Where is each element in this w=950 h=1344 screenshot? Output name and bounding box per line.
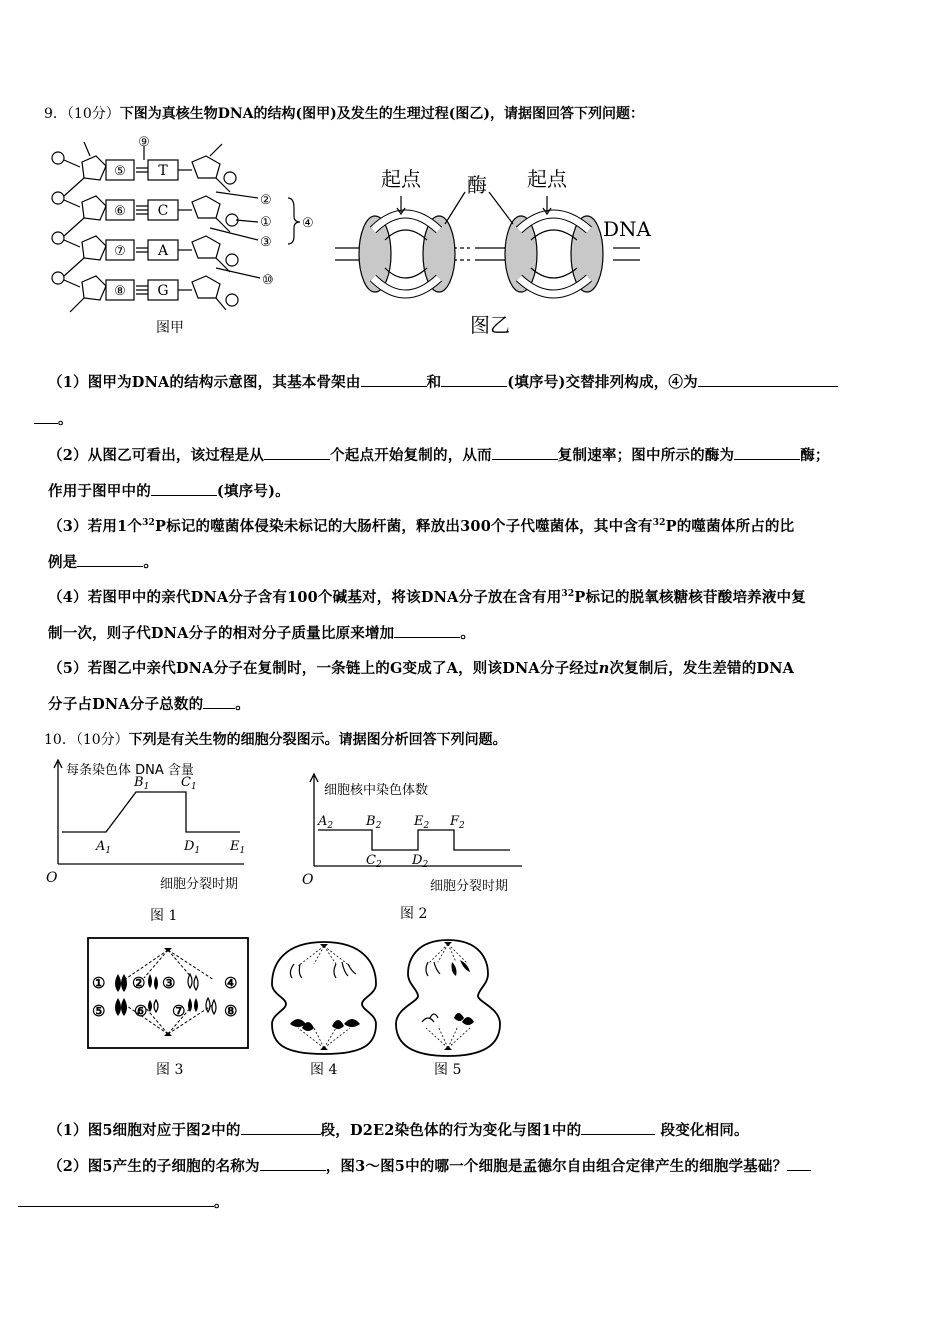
q9-part3: （3）若用1个$^{32}$P标记的噬菌体侵染未标记的大肠杆菌，释放出300个子代噬菌体，其中含有$^{32}$P的噬菌体所占的比: [48, 518, 795, 535]
fig2-a2: $A_2$: [318, 814, 334, 831]
answer-blank[interactable]: [734, 445, 800, 460]
fig3-num-4: ④: [224, 974, 238, 992]
base-g: G: [157, 283, 169, 299]
q9-score: （10分）: [66, 106, 120, 122]
answer-blank[interactable]: [361, 372, 427, 387]
num-6: ⑥: [114, 204, 126, 219]
fig1-e1: $E_1$: [230, 839, 246, 856]
enzyme-label: 酶: [467, 173, 487, 197]
fig2-f2: $F_2$: [450, 814, 465, 831]
answer-blank[interactable]: [698, 372, 838, 387]
origin-left: 起点: [381, 167, 421, 191]
q9-part1: （1）图甲为DNA的结构示意图，其基本骨架由 和 (填序号)交替排列构成，④为: [48, 371, 908, 392]
num-4: ④: [302, 216, 314, 231]
fig1-ylabel: 每条染色体 DNA 含量: [66, 763, 194, 778]
q9-number: 9．: [44, 106, 67, 122]
num-7: ⑦: [114, 244, 126, 259]
fig3-num-7: ⑦: [172, 1002, 186, 1020]
num-1: ①: [260, 215, 272, 230]
fig4-caption: 图 4: [310, 1062, 338, 1078]
fig3-num-6: ⑥: [134, 1002, 148, 1020]
answer-blank[interactable]: [203, 694, 235, 709]
figure-jia: [40, 132, 330, 342]
fig3-num-8: ⑧: [224, 1002, 238, 1020]
fig3-num-5: ⑤: [92, 1002, 106, 1020]
figure-5: [388, 934, 508, 1080]
fig1-origin: O: [46, 870, 58, 886]
origin-right: 起点: [527, 167, 567, 191]
q9-part1-cont: 。: [34, 408, 894, 429]
fig2-origin: O: [302, 872, 314, 888]
fig1-d1: $D_1$: [184, 839, 201, 856]
fig1-a1: $A_1$: [96, 839, 112, 856]
fig2-c2: $C_2$: [366, 853, 382, 870]
fig2-caption: 图 2: [400, 906, 428, 922]
answer-blank[interactable]: [787, 1156, 811, 1171]
fig2-b2: $B_2$: [366, 814, 382, 831]
q9-part3-cont: 例是 。: [48, 554, 159, 571]
fig2-points: [317, 814, 465, 870]
num-9: ⑨: [138, 135, 150, 150]
base-t: T: [158, 163, 168, 179]
fig1-caption: 图 1: [150, 908, 178, 924]
figure-yi: [335, 160, 665, 345]
fig3-num-1: ①: [92, 974, 106, 992]
answer-blank[interactable]: [34, 409, 58, 424]
base-a: A: [157, 243, 169, 259]
answer-blank[interactable]: [581, 1120, 655, 1135]
figure-1: [44, 756, 259, 926]
fig-yi-caption: 图乙: [470, 313, 510, 337]
fig5-caption: 图 5: [434, 1062, 462, 1078]
figure-4: [264, 934, 384, 1080]
q10-part2: （2）图5产生的子细胞的名称为 ，图3～图5中的哪一个细胞是孟德尔自由组合定律产生的细胞学基础？: [48, 1155, 908, 1176]
q9-part2: （2）从图乙可看出，该过程是从 个起点开始复制的，从而 复制速率；图中所示的酶为 酶；: [48, 447, 830, 464]
base-c: C: [157, 203, 169, 219]
q9-part4-cont: 制一次，则子代DNA分子的相对分子质量比原来增加 。: [48, 625, 476, 642]
fig1-points: [95, 775, 245, 856]
answer-blank[interactable]: [492, 445, 558, 460]
answer-blank[interactable]: [441, 372, 507, 387]
figure-2: [300, 772, 530, 927]
num-5: ⑤: [114, 164, 126, 179]
q9-part4: （4）若图甲中的亲代DNA分子含有100个碱基对，将该DNA分子放在含有用$^{32}$P标记的脱氧核糖核苷酸培养液中复: [48, 589, 806, 606]
q9-part2-cont: 作用于图甲中的 (填序号)。: [48, 483, 290, 500]
answer-blank[interactable]: [264, 445, 330, 460]
fig3-caption: 图 3: [156, 1062, 184, 1078]
q9-part5: （5）若图乙中亲代DNA分子在复制时，一条链上的G变成了A，则该DNA分子经过n次复制后，发生差错的DNA: [48, 660, 795, 677]
q9-stem: 下图为真核生物DNA的结构(图甲)及发生的生理过程(图乙)，请据图回答下列问题：: [119, 106, 645, 122]
q10-number: 10．: [44, 732, 76, 748]
q10-header: [44, 729, 507, 749]
q9-header: [44, 103, 644, 123]
fig3-num-2: ②: [132, 974, 146, 992]
answer-blank[interactable]: [77, 552, 143, 567]
fig2-xlabel: 细胞分裂时期: [430, 879, 509, 894]
left-strand: [52, 142, 110, 312]
num-8: ⑧: [114, 284, 126, 299]
fig3-numbers: [92, 974, 237, 1020]
fig2-e2: $E_2$: [414, 814, 430, 831]
fig1-c1: $C_1$: [181, 775, 197, 792]
num-2: ②: [260, 193, 272, 208]
dna-label: DNA: [603, 217, 651, 241]
q10-part1: （1）图5细胞对应于图2中的 段，D2E2染色体的行为变化与图1中的 段变化相同。: [48, 1122, 749, 1139]
num-10: ⑩: [262, 273, 274, 288]
q10-part2-cont: 。: [18, 1191, 878, 1212]
answer-blank[interactable]: [151, 481, 217, 496]
answer-blank[interactable]: [260, 1156, 326, 1171]
fig1-b1: $B_1$: [134, 775, 150, 792]
fig2-ylabel: 细胞核中染色体数: [324, 783, 429, 798]
fig-jia-caption: 图甲: [156, 320, 184, 336]
q10-score: （10分）: [75, 732, 129, 748]
answer-blank[interactable]: [394, 623, 460, 638]
num-3: ③: [260, 235, 272, 250]
fig3-num-3: ③: [162, 974, 176, 992]
answer-blank[interactable]: [241, 1120, 321, 1135]
q9-part5-cont: 分子占DNA分子总数的 。: [48, 696, 250, 713]
figure-3: [84, 934, 260, 1080]
fig2-d2: $D_2$: [412, 853, 429, 870]
answer-blank[interactable]: [18, 1192, 214, 1207]
q10-stem: 下列是有关生物的细胞分裂图示。请据图分析回答下列问题。: [128, 732, 507, 748]
fig1-xlabel: 细胞分裂时期: [160, 877, 239, 892]
